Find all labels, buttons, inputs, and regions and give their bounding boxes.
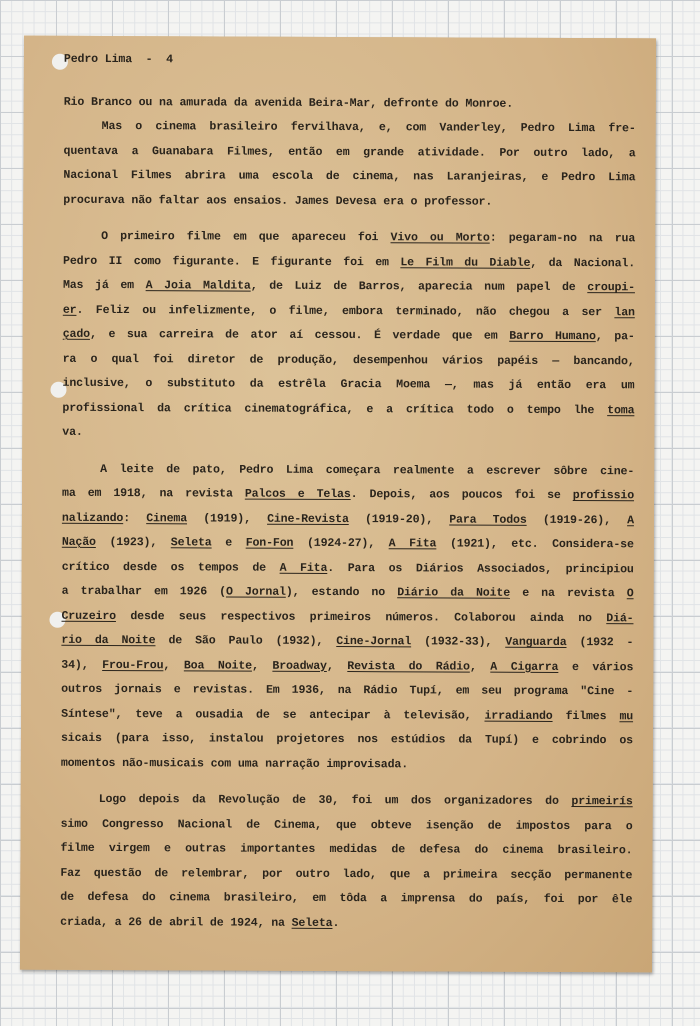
text-line xyxy=(60,886,632,913)
text-segment: filmes xyxy=(552,709,620,723)
underlined-title: Para Todos xyxy=(449,512,527,527)
text-segment: (1919), xyxy=(187,511,268,526)
underlined-title: nalizando xyxy=(61,511,124,525)
text-line xyxy=(62,396,634,423)
text-segment: Faz questão de relembrar, por outro lado, que a primeira secção permanente xyxy=(60,866,633,882)
text-segment: Nacional Filmes abrira uma escola de cinema, nas Laranjeiras, e Pedro Lima xyxy=(63,168,636,185)
text-segment: Mas o cinema brasileiro fervilhava, e, com Vanderley, Pedro Lima fre- xyxy=(101,119,636,136)
text-segment: ), estando no xyxy=(285,585,398,600)
underlined-title: çado xyxy=(62,327,91,341)
text-line xyxy=(61,629,633,656)
underlined-title: Broadway xyxy=(272,659,327,673)
text-segment: (1919-20), xyxy=(348,512,450,526)
text-line xyxy=(62,580,634,607)
underlined-title: profissio xyxy=(572,489,635,503)
text-line xyxy=(62,372,634,399)
text-line xyxy=(61,812,633,839)
text-segment: e xyxy=(211,536,246,550)
text-segment: crítico desde os tempos de xyxy=(61,560,280,575)
text-segment: simo Congresso Nacional de Cinema, que obteve isenção de impostos para o xyxy=(60,817,633,833)
text-segment: inclusive, o substituto da estrêla Gracia Moema —, mas já então era um xyxy=(62,376,635,393)
text-segment: va. xyxy=(62,425,83,439)
text-segment: (1923), xyxy=(95,535,171,550)
paragraph xyxy=(63,115,635,215)
text-line xyxy=(61,604,633,631)
paragraph xyxy=(64,90,636,117)
header-separator: - xyxy=(145,53,153,67)
text-segment: (1924-27), xyxy=(293,536,389,551)
text-segment: de São Paulo (1932), xyxy=(155,634,337,648)
text-line xyxy=(61,653,633,680)
page-header xyxy=(64,48,636,75)
text-segment: Logo depois da Revolução de 30, foi um dos organizadores do xyxy=(98,792,572,809)
underlined-title: rio da Noite xyxy=(61,633,156,648)
text-line xyxy=(63,298,635,325)
text-segment: . Para os Diários Associados, principiou xyxy=(327,561,634,576)
text-segment: e na revista xyxy=(510,586,627,601)
text-line xyxy=(62,506,634,533)
underlined-title: A Joia Maldita xyxy=(145,279,251,293)
text-line xyxy=(64,115,636,142)
underlined-title: Frou-Frou xyxy=(102,658,164,672)
text-segment: criada, a 26 de abril de 1924, na xyxy=(60,915,292,930)
text-segment: . Depois, aos poucos foi se xyxy=(350,488,573,503)
text-segment: filme virgem e outras importantes medidas de defesa do cinema brasileiro. xyxy=(60,841,633,858)
text-line xyxy=(61,751,633,778)
header-author: Pedro Lima xyxy=(63,52,133,67)
text-segment: Pedro II como figurante. E figurante foi em xyxy=(63,254,401,269)
underlined-title: A Fita xyxy=(279,561,328,575)
text-segment: e vários xyxy=(558,660,634,674)
text-segment: , pa- xyxy=(595,330,635,344)
underlined-title: er xyxy=(62,303,77,317)
text-segment: : pegaram-no na rua xyxy=(489,231,636,246)
underlined-title: toma xyxy=(607,403,635,417)
typewritten-page xyxy=(20,36,656,973)
text-line xyxy=(63,139,635,166)
underlined-title: A Fita xyxy=(388,537,437,551)
underlined-title: Diário da Noite xyxy=(397,586,511,600)
text-segment: sicais (para isso, instalou projetores nos estúdios da Tupí) e cobrindo os xyxy=(60,731,633,748)
underlined-title: Revista do Rádio xyxy=(347,659,470,674)
text-segment: , e sua carreira de ator aí cessou. É verdade que em xyxy=(89,327,510,343)
underlined-title: Cine-Jornal xyxy=(336,634,412,649)
text-line xyxy=(60,837,632,864)
text-line xyxy=(62,531,634,558)
text-line xyxy=(64,90,636,117)
text-segment: Mas já em xyxy=(62,278,146,293)
text-segment: . Feliz ou infelizmente, o filme, embora terminado, não chegou a ser xyxy=(76,303,615,319)
underlined-title: A xyxy=(627,513,634,527)
text-segment: : xyxy=(123,511,147,525)
underlined-title: Boa Noite xyxy=(183,658,252,673)
underlined-title: O Jornal xyxy=(225,585,286,599)
text-segment: a trabalhar em 1926 ( xyxy=(61,584,227,599)
underlined-title: Seleta xyxy=(170,536,212,550)
underlined-title: Diá- xyxy=(606,611,634,625)
text-line xyxy=(63,225,635,252)
text-segment: Rio Branco ou na amurada da avenida Beira-Mar, defronte do Monroe. xyxy=(63,95,514,111)
text-line xyxy=(61,678,633,705)
text-segment: momentos não-musicais com uma narração improvisada. xyxy=(60,756,409,771)
underlined-title: Nação xyxy=(61,535,96,549)
text-segment: (1932-33), xyxy=(411,635,506,649)
text-line xyxy=(61,788,633,815)
text-segment: , xyxy=(326,659,348,673)
underlined-title: Le Film du Diable xyxy=(400,255,531,270)
text-line xyxy=(63,164,635,191)
text-line xyxy=(63,347,635,374)
text-segment: quentava a Guanabara Filmes, então em grande atividade. Por outro lado, a xyxy=(63,144,636,160)
typed-text xyxy=(60,48,636,937)
text-line xyxy=(61,727,633,754)
underlined-title: Vivo ou Morto xyxy=(390,231,490,245)
text-line xyxy=(63,323,635,350)
underlined-title: Cine-Revista xyxy=(267,512,349,526)
paragraph xyxy=(60,776,633,937)
text-line xyxy=(63,274,635,301)
text-segment: . xyxy=(332,916,340,930)
underlined-title: Seleta xyxy=(291,916,333,930)
text-line xyxy=(62,457,634,484)
underlined-title: O xyxy=(626,587,634,601)
text-segment: (1921), etc. Considera-se xyxy=(436,537,634,552)
text-segment: (1932 - xyxy=(566,635,634,650)
text-segment: de defesa do cinema brasileiro, em tôda a imprensa do país, foi por êle xyxy=(60,890,633,907)
underlined-title: mu xyxy=(619,709,634,723)
paragraph xyxy=(61,445,634,778)
text-line xyxy=(63,188,635,215)
text-segment: 34), xyxy=(61,658,103,672)
paragraph xyxy=(62,213,635,448)
underlined-title: croupi- xyxy=(587,281,635,295)
body-text xyxy=(60,90,636,937)
underlined-title: Palcos e Telas xyxy=(244,487,351,502)
text-line xyxy=(60,910,632,937)
underlined-title: irradiando xyxy=(484,709,553,723)
text-segment: Síntese", teve a ousadia de se antecipar à televisão, xyxy=(61,707,485,723)
text-segment: procurava não faltar aos ensaios. James Devesa era o professor. xyxy=(63,193,493,209)
text-segment: , de Luiz de Barros, aparecia num papel de xyxy=(250,279,588,295)
text-segment: profissional da crítica cinematográfica, e a crítica todo o tempo lhe xyxy=(62,401,608,417)
text-segment: (1919-26), xyxy=(526,513,628,527)
underlined-title: Vanguarda xyxy=(505,635,567,649)
header-page-number: 4 xyxy=(166,53,173,67)
text-segment: , da Nacional. xyxy=(530,256,636,270)
underlined-title: Cruzeiro xyxy=(61,609,117,623)
text-segment: outros jornais e revistas. Em 1936, na Rádio Tupí, em seu programa "Cine - xyxy=(61,682,634,699)
text-line xyxy=(62,482,634,509)
underlined-title: lan xyxy=(614,305,635,319)
text-segment: A leite de pato, Pedro Lima começara realmente a escrever sôbre cine- xyxy=(100,462,635,478)
underlined-title: Fon-Fon xyxy=(245,536,294,550)
text-segment: desde seus respectivos primeiros números. Colaborou ainda no xyxy=(115,609,607,625)
underlined-title: A Cigarra xyxy=(490,660,559,674)
text-segment: O primeiro filme em que apareceu foi xyxy=(101,229,391,245)
text-line xyxy=(63,249,635,276)
text-line xyxy=(62,555,634,582)
underlined-title: primeirís xyxy=(571,795,633,809)
text-segment: ma em 1918, na revista xyxy=(62,486,245,501)
text-line xyxy=(61,702,633,729)
text-segment: ra o qual foi diretor de produção, desempenhou vários papéis — bancando, xyxy=(62,352,635,368)
text-segment: , xyxy=(251,659,273,673)
underlined-title: Barro Humano xyxy=(509,329,596,344)
text-segment: , xyxy=(469,660,491,674)
underlined-title: Cinema xyxy=(146,511,188,525)
text-line xyxy=(60,861,632,888)
text-segment: , xyxy=(163,658,184,672)
text-line xyxy=(62,421,634,448)
